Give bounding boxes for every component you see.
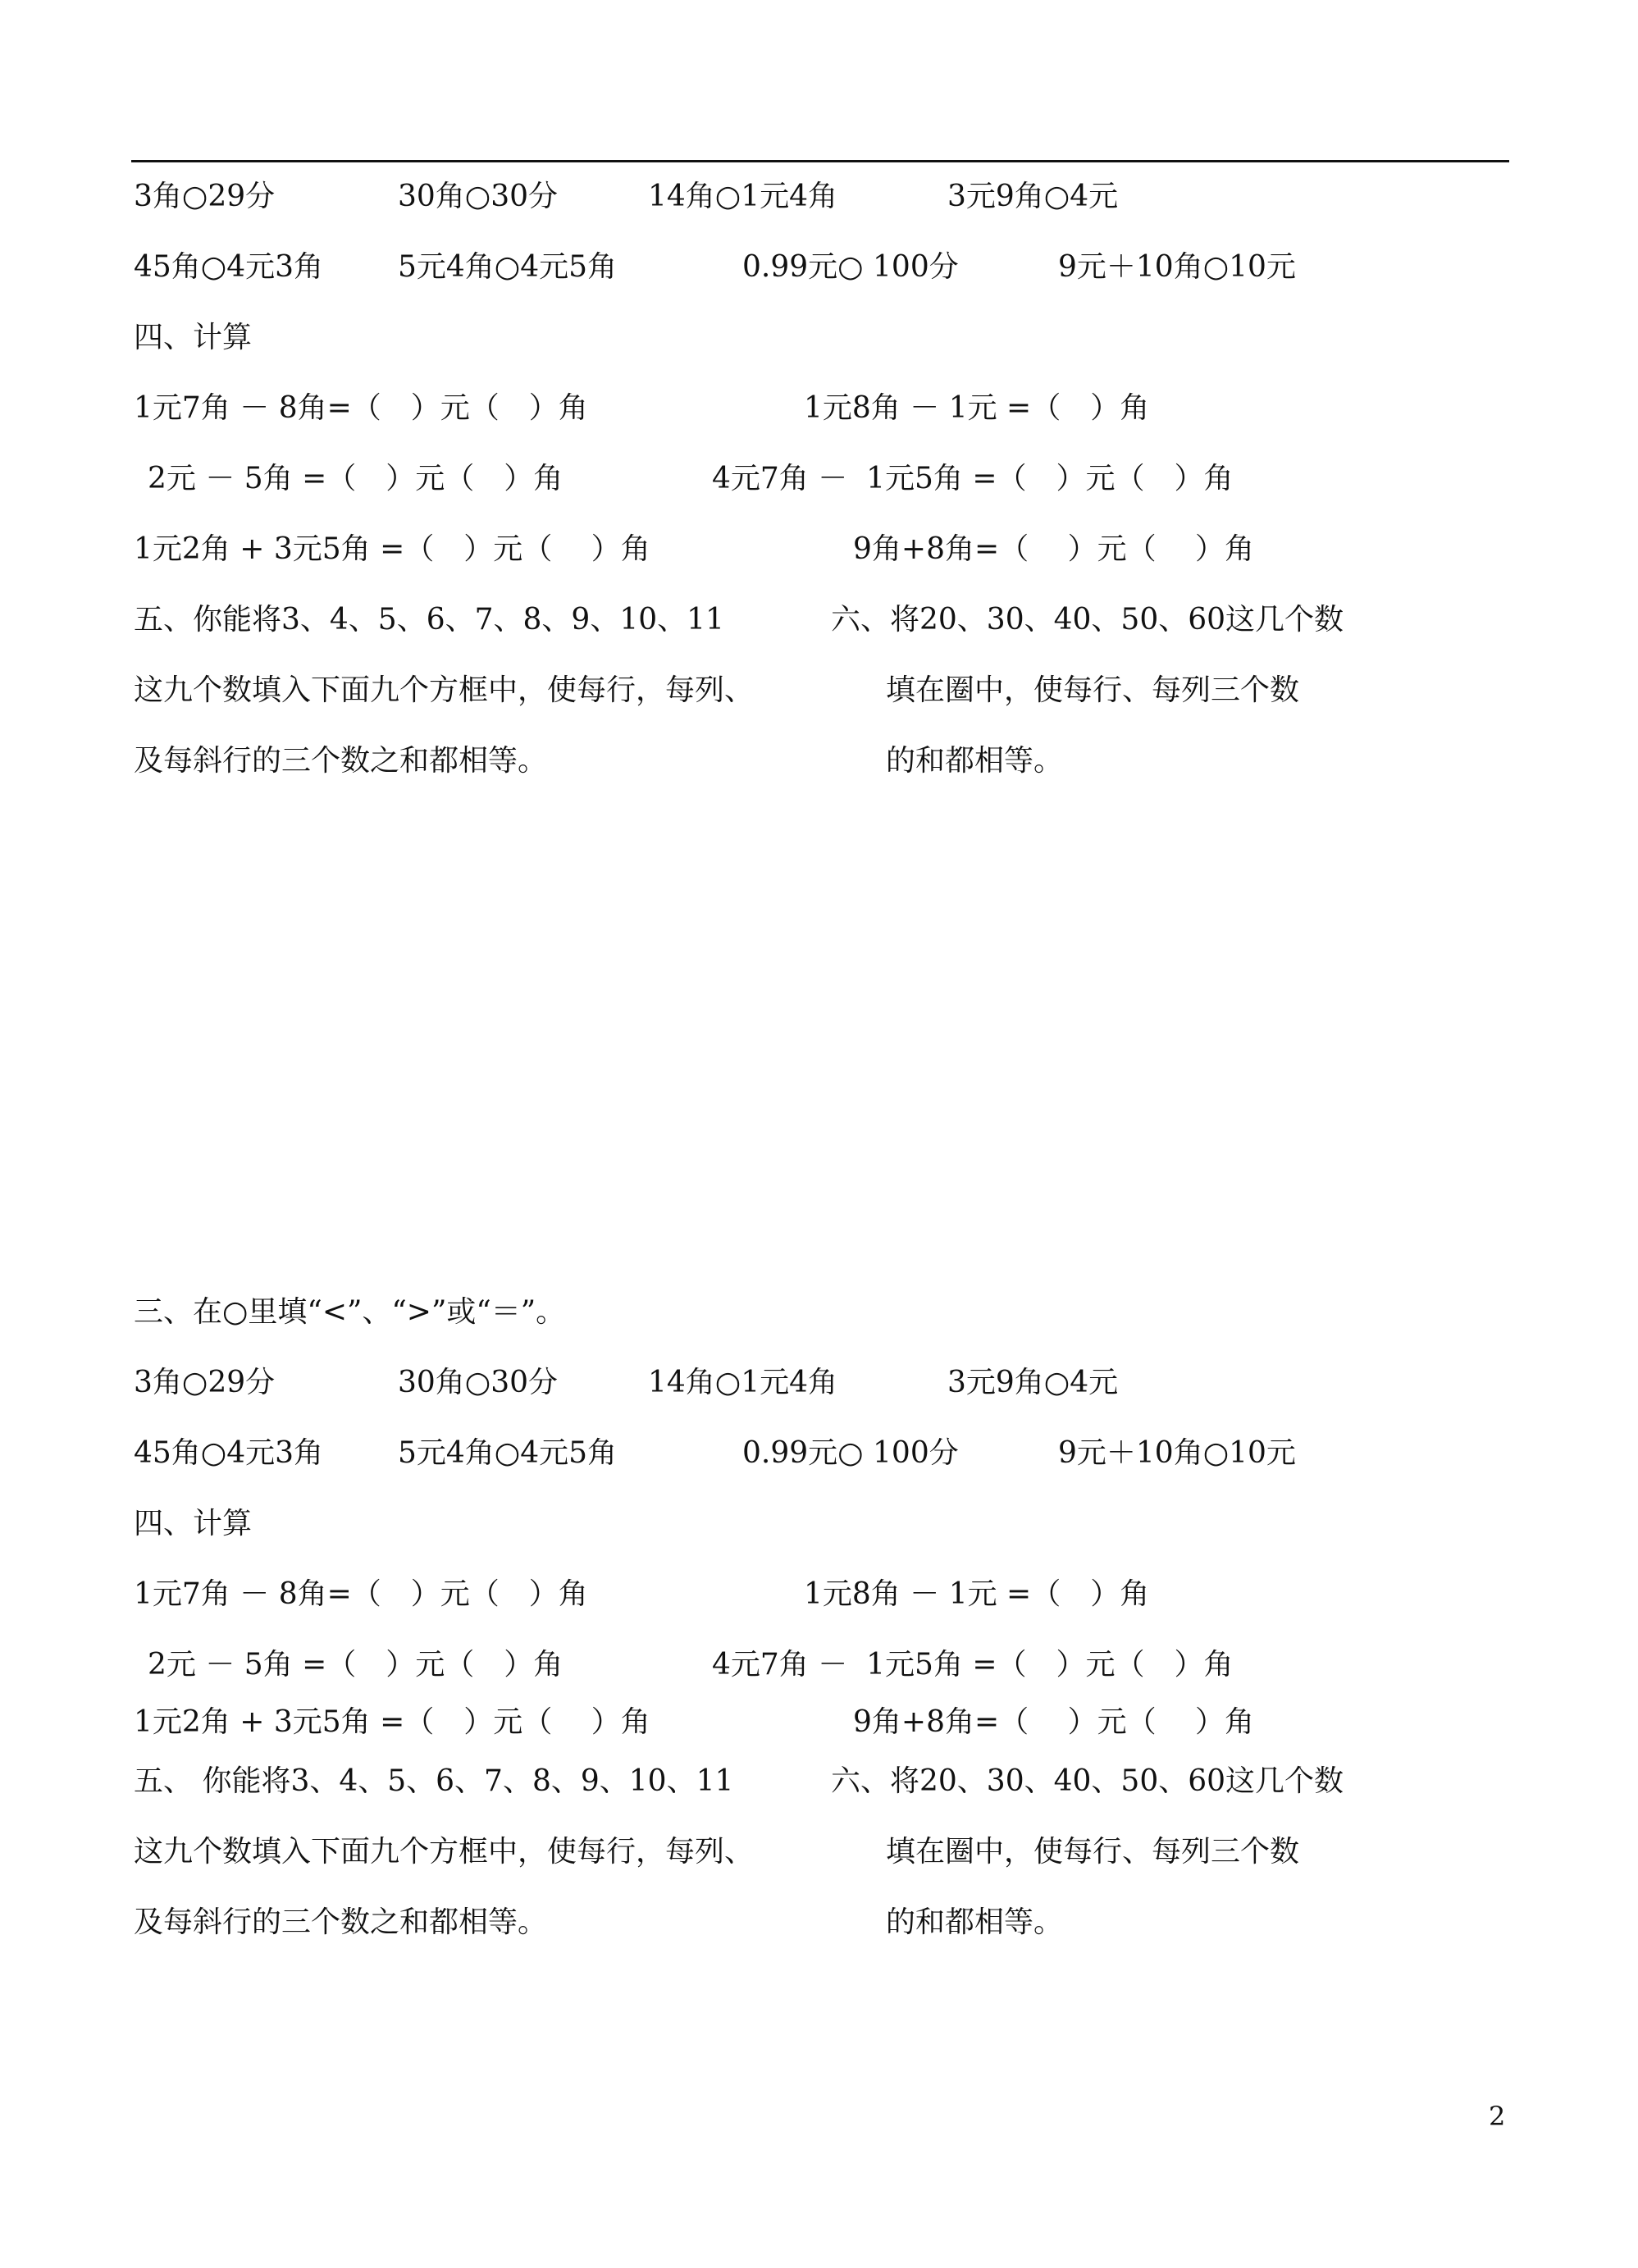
page-number: 2	[1489, 2101, 1506, 2132]
b1-compare-1: 3角○29分	[134, 180, 276, 213]
b2-section3-heading: 三、在○里填“<”、“>”或“＝”。	[134, 1295, 566, 1329]
b1-calc-3b: 9角+8角=（ ）元（ ）角	[853, 532, 1255, 566]
b2-compare-5: 45角○4元3角	[134, 1436, 324, 1470]
b1-compare-8: 9元＋10角○10元	[1058, 250, 1296, 284]
b2-q5-line1: 五、 你能将3、4、5、6、7、8、9、10、11	[134, 1764, 734, 1798]
b1-q5-line2: 这九个数填入下面九个方框中，使每行，每列、	[134, 673, 755, 707]
b1-q6-line2: 填在圈中，使每行、每列三个数	[886, 673, 1300, 707]
b1-compare-2: 30角○30分	[398, 180, 559, 213]
b2-compare-3: 14角○1元4角	[648, 1366, 838, 1399]
b2-q6-line1: 六、将20、30、40、50、60这几个数	[831, 1764, 1344, 1798]
b1-q5-line1: 五、你能将3、4、5、6、7、8、9、10、11	[134, 603, 724, 637]
b1-calc-1a: 1元7角 － 8角=（ ）元（ ）角	[134, 391, 588, 425]
b2-compare-8: 9元＋10角○10元	[1058, 1436, 1296, 1470]
b1-q5-line3: 及每斜行的三个数之和都相等。	[134, 744, 548, 778]
b1-q6-line3: 的和都相等。	[886, 744, 1064, 778]
b1-compare-6: 5元4角○4元5角	[398, 250, 618, 284]
b1-calc-2a: 2元 － 5角 =（ ）元（ ）角	[148, 462, 563, 495]
b2-calc-2b: 4元7角 － 1元5角 =（ ）元（ ）角	[712, 1648, 1234, 1682]
b2-calc-3a: 1元2角 + 3元5角 =（ ）元（ ）角	[134, 1705, 650, 1739]
b2-calc-2a: 2元 － 5角 =（ ）元（ ）角	[148, 1648, 563, 1682]
b2-q6-line3: 的和都相等。	[886, 1905, 1064, 1939]
b1-q6-line1: 六、将20、30、40、50、60这几个数	[831, 603, 1344, 637]
b1-compare-4: 3元9角○4元	[947, 180, 1119, 213]
b2-calc-1a: 1元7角 － 8角=（ ）元（ ）角	[134, 1577, 588, 1611]
b2-calc-1b: 1元8角 － 1元 =（ ）角	[804, 1577, 1150, 1611]
b1-compare-3: 14角○1元4角	[648, 180, 838, 213]
b1-compare-7: 0.99元○ 100分	[742, 250, 959, 284]
b1-calc-heading: 四、计算	[134, 321, 253, 354]
header-rule	[131, 160, 1509, 162]
b2-compare-4: 3元9角○4元	[947, 1366, 1119, 1399]
b2-q5-line3: 及每斜行的三个数之和都相等。	[134, 1905, 548, 1939]
b1-compare-5: 45角○4元3角	[134, 250, 324, 284]
b1-calc-3a: 1元2角 + 3元5角 =（ ）元（ ）角	[134, 532, 650, 566]
b2-compare-7: 0.99元○ 100分	[742, 1436, 959, 1470]
b2-q5-line2: 这九个数填入下面九个方框中，使每行，每列、	[134, 1835, 755, 1869]
b2-compare-1: 3角○29分	[134, 1366, 276, 1399]
b2-q6-line2: 填在圈中，使每行、每列三个数	[886, 1835, 1300, 1869]
b2-calc-3b: 9角+8角=（ ）元（ ）角	[853, 1705, 1255, 1739]
b2-calc-heading: 四、计算	[134, 1507, 253, 1540]
b2-compare-2: 30角○30分	[398, 1366, 559, 1399]
b2-compare-6: 5元4角○4元5角	[398, 1436, 618, 1470]
b1-calc-2b: 4元7角 － 1元5角 =（ ）元（ ）角	[712, 462, 1234, 495]
b1-calc-1b: 1元8角 － 1元 =（ ）角	[804, 391, 1150, 425]
